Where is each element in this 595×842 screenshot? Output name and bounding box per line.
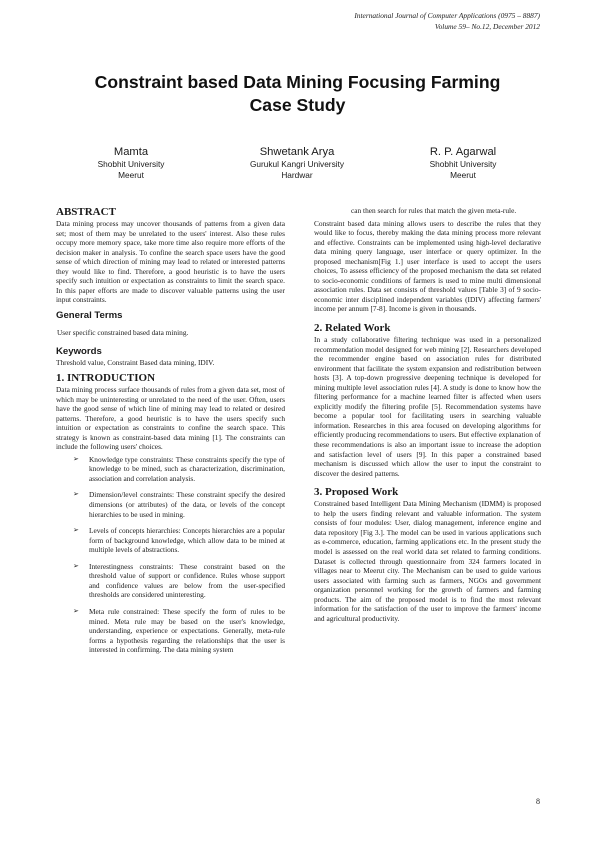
list-item <box>56 562 285 600</box>
related-work-text: In a study collaborative filtering technique was used in a personalized recommendation model designed for web mining [2]. Researchers developed the recommender engine based on association rules for distributed environment that facilitate the system expansion and redistribution between hosts [3]. A top-down progressive deepening technique is developed for mining multiple level association rules [4]. A study is done to know how the filtering performance for a machine learned filter is affected when users explicitly modify the filtering profile [5]. Recommendation systems have become a popular tool for facilitating users in searching valuable information. Researches in this area focused on developing algorithms for efficiently producing recommendations to users. But effective explanation of these recommendations is also an important issue to increase the adoption and satisfaction level of users [9]. In this paper a constrained based mechanism is discussed which allow the user to input the constraint to discover the desired patterns. <box>314 335 541 478</box>
keywords-heading: Keywords <box>56 346 102 358</box>
list-item <box>56 526 285 555</box>
paper-title <box>80 71 515 117</box>
general-terms-text: User specific constrained based data mining. <box>57 327 189 337</box>
author-location: Hardwar <box>281 170 313 180</box>
proposed-work-text: Constrained based Intelligent Data Mining Mechanism (IDMM) is proposed to help the users finding relevant and valuable information. The system consists of four modules: User, dialog management, inference engine and data repository [Fig 3.]. The model can be used in various applications such as e-commerce, education, farming applications etc. In the present study the model is assessed on the real world data set related to farming conditions. Dataset is collected through questionnaire from 324 farmers located in villages near to Meerut city. The Mechanism can be used to guide various users associated with farming such as farmers, NGOs and government organization personnel working for the growth of farmers and farming products. The aim of the proposed model is to find the most relevant information for the satisfaction of the user to improve the farmers' income and agricultural productivity. <box>314 499 541 623</box>
arrow-bullet-icon: ➢ <box>73 561 79 570</box>
author-name: R. P. Agarwal <box>429 146 497 158</box>
title-line-2: Case Study <box>249 95 346 115</box>
list-item-text: Levels of concepts hierarchies: Concepts hierarchies are a popular form of background knowledge, which allow data to be mined at multiple levels of abstractions. <box>89 526 285 555</box>
arrow-bullet-icon: ➢ <box>73 526 79 535</box>
arrow-bullet-icon: ➢ <box>73 490 79 499</box>
journal-name: International Journal of Computer Applications (0975 – 8887) <box>354 11 540 20</box>
arrow-bullet-icon: ➢ <box>73 454 79 463</box>
list-item-text: Meta rule constrained: These specify the form of rules to be mined. Meta rule may be based on the user's knowledge, understanding, experience or expectations. Generally, meta-rule forms a hypothesis regarding the relationships that the user is interested in confirming. The data mining system <box>89 606 285 655</box>
title-line-1: Constraint based Data Mining Focusing Farming <box>94 72 501 92</box>
proposed-work-heading: 3. Proposed Work <box>314 486 399 499</box>
bullet-continuation-text: can then search for rules that match the given meta-rule. <box>351 206 517 215</box>
list-item-text: Knowledge type constraints: These constraints specify the type of knowledge to be mined, such as characterization, discrimination, association and correlation analysis. <box>89 454 285 483</box>
constraint-list <box>56 455 285 655</box>
author-name: Shwetank Arya <box>259 146 335 158</box>
journal-header <box>354 10 540 32</box>
introduction-heading: 1. INTRODUCTION <box>56 372 156 385</box>
author-location: Meerut <box>118 170 144 180</box>
list-item <box>56 490 285 519</box>
journal-volume: Volume 59– No.12, December 2012 <box>434 22 540 31</box>
intro-paragraph-2: Constraint based data mining allows users to describe the rules that they would like to focus, thereby making the data mining process more relevant and effective. Constraints can be implemented using high-level declarative data mining query language, user interface or query optimizer. In the proposed mechanism[Fig 1.] user interface is used to accept the users choices, To assess efficiency of the proposed mechanism the data set related to socio-economic conditions of farmers is used to mine multi dimensional association rules. Data set consists of threshold values [Table 3] of 9 socio-economic inter disciplined independent variables (IDIV) affecting farmers' income per annum [7-8]. Income is given in thousands. <box>314 218 541 314</box>
general-terms-heading: General Terms <box>56 309 123 321</box>
list-item <box>56 607 285 655</box>
author-name: Mamta <box>113 146 149 158</box>
abstract-text: Data mining process may uncover thousands of patterns from a given data set; most of them may be unrelated to the users' interest. Also these rules occupy more memory space, take more time also require more efforts of the decision maker in analysis. To confine the search space users have the good sense of which direction of mining may lead to related or interested patterns they would like to find. Therefore, a good heuristic is to have the users specify such intuition or expectation as constraints to limit the search space. In this paper efforts are made to discover valuable patterns using the user input constraints. <box>56 219 285 305</box>
author-location: Meerut <box>450 170 476 180</box>
abstract-heading: ABSTRACT <box>56 206 116 218</box>
list-item-text: Dimension/level constraints: These constraint specify the desired dimensions (or attributes) of the data, or levels of the concept hierarchies to be used in mining. <box>89 490 285 519</box>
author-block <box>212 145 382 181</box>
keywords-text: Threshold value, Constraint Based data mining, IDIV. <box>56 358 215 368</box>
author-affiliation: Shobhit University <box>429 159 497 169</box>
right-column <box>314 206 541 623</box>
author-block <box>46 145 216 181</box>
introduction-text: Data mining process surface thousands of rules from a given data set, most of which may be uninteresting or unrelated to the need of the user. Often, users have the good sense of which line of mining may lead to related or desired patterns. Therefore, a good heuristic is to have the users specify such intuition or expectation as constraints to confine the search space. This strategy is known as constraint-based data mining [1]. The constraints can include the following users' choices. <box>56 385 285 452</box>
author-affiliation: Shobhit University <box>97 159 165 169</box>
page-number: 8 <box>536 797 540 806</box>
list-item <box>56 455 285 484</box>
related-work-heading: 2. Related Work <box>314 322 391 335</box>
list-item-text: Interestingness constraints: These constraint based on the threshold value of support or confidence. Rules whose support and confidence values are below from the user-specified thresholds are considered uninteresting. <box>89 561 285 600</box>
author-block <box>378 145 548 181</box>
arrow-bullet-icon: ➢ <box>73 606 79 615</box>
left-column <box>56 206 285 662</box>
author-affiliation: Gurukul Kangri University <box>249 159 345 169</box>
